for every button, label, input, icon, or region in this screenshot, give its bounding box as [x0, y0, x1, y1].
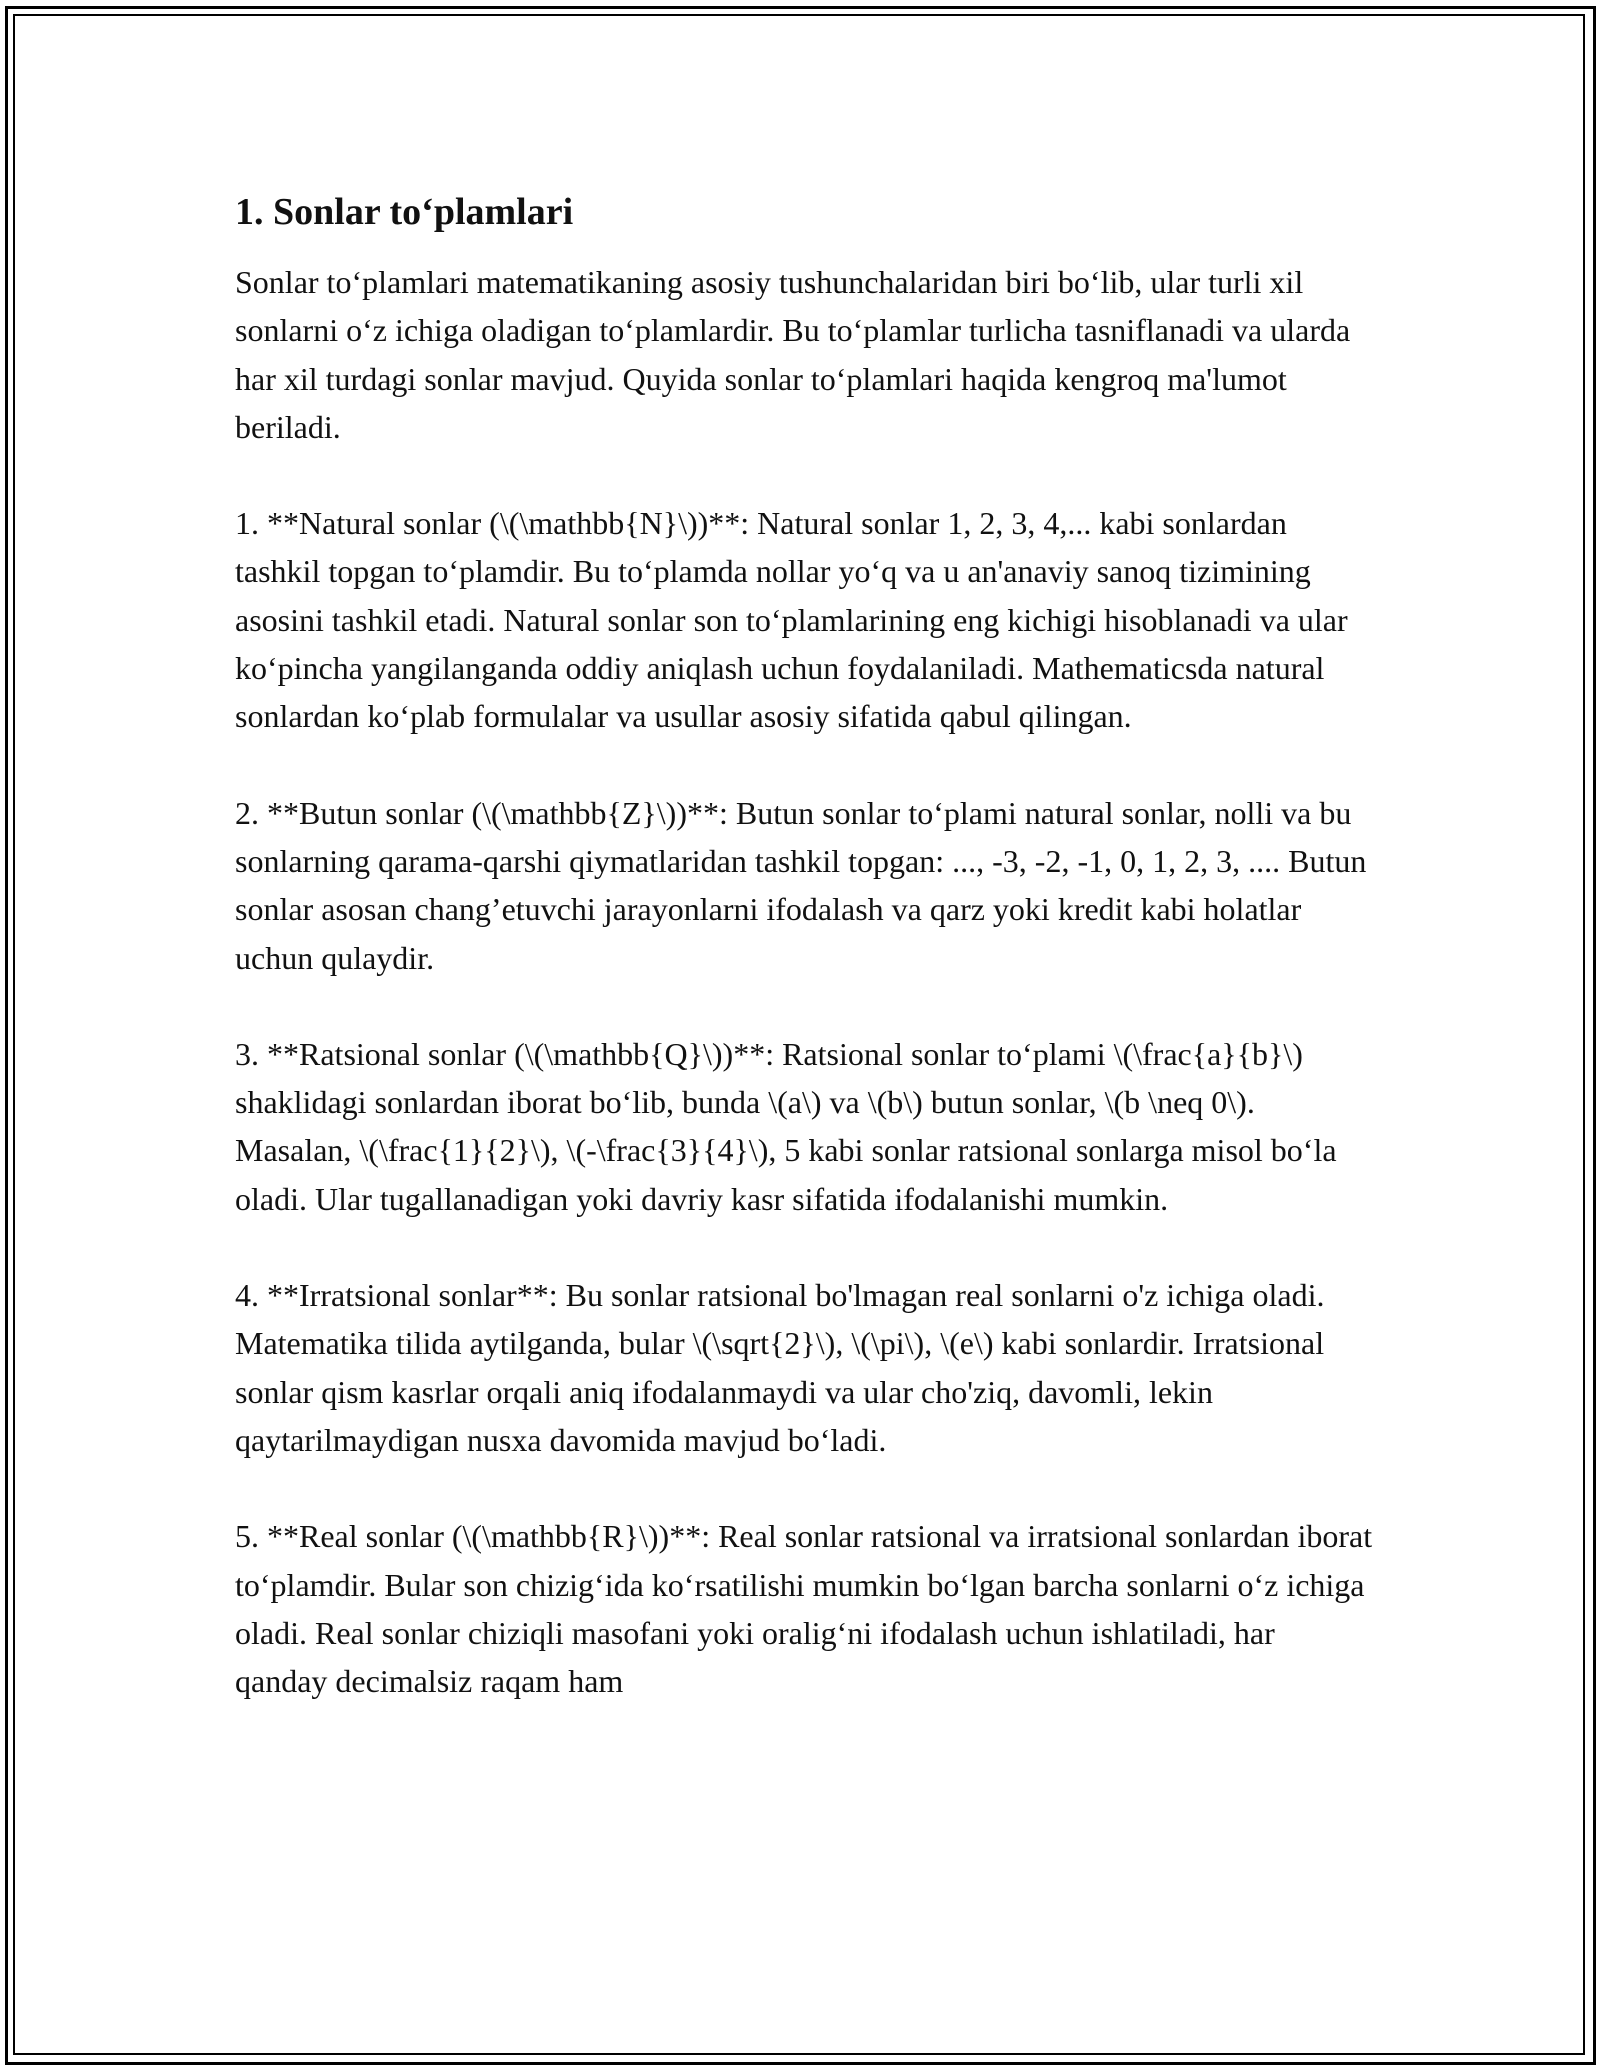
natural-numbers-paragraph: 1. **Natural sonlar (\(\mathbb{N}\))**: Natural sonlar 1, 2, 3, 4,... kabi sonlardan tashkil topgan to‘plamdir. Bu to‘plamda nollar yo‘q va u an'anaviy sanoq tizimining asosini tashkil etadi. Natural sonlar son to‘plamlarining eng kichigi hisoblanadi va ular ko‘pincha yangilanganda oddiy aniqlash uchun foydalaniladi. Mathematicsda natural sonlardan ko‘plab formulalar va usullar asosiy sifatida qabul qilingan. — [235, 505, 1348, 735]
document-body — [235, 188, 1375, 1705]
rational-numbers-paragraph: 3. **Ratsional sonlar (\(\mathbb{Q}\))**: Ratsional sonlar to‘plami \(\frac{a}{b}\) shaklidagi sonlardan iborat bo‘lib, bunda \(a\) va \(b\) butun sonlar, \(b \neq 0\). Masalan, \(\frac{1}{2}\), \(-\frac{3}{4}\), 5 kabi sonlar ratsional sonlarga misol bo‘la oladi. Ular tugallanadigan yoki davriy kasr sifatida ifodalanishi mumkin. — [235, 1035, 1337, 1217]
irrational-numbers-paragraph: 4. **Irratsional sonlar**: Bu sonlar ratsional bo'lmagan real sonlarni o'z ichiga oladi. Matematika tilida aytilganda, bular \(\sqrt{2}\), \(\pi\), \(e\) kabi sonlardir. Irratsional sonlar qism kasrlar orqali aniq ifodalanmaydi va ular cho'ziq, davomli, lekin qaytarilmaydigan nusxa davomida mavjud bo‘ladi. — [235, 1277, 1325, 1458]
section-title: 1. Sonlar to‘plamlari — [235, 191, 574, 233]
integers-paragraph: 2. **Butun sonlar (\(\mathbb{Z}\))**: Butun sonlar to‘plami natural sonlar, nolli va bu sonlarning qarama-qarshi qiymatlaridan tashkil topgan: ..., -3, -2, -1, 0, 1, 2, 3, .... Butun sonlar asosan chang’etuvchi jarayonlarni ifodalash va qarz yoki kredit kabi holatlar uchun qulaydir. — [235, 794, 1367, 976]
real-numbers-paragraph: 5. **Real sonlar (\(\mathbb{R}\))**: Real sonlar ratsional va irratsional sonlardan iborat to‘plamdir. Bular son chizig‘ida ko‘rsatilishi mumkin bo‘lgan barcha sonlarni o‘z ichiga oladi. Real sonlar chiziqli masofani yoki oralig‘ni ifodalash uchun ishlatiladi, har qanday decimalsiz raqam ham — [235, 1518, 1373, 1700]
intro-paragraph: Sonlar to‘plamlari matematikaning asosiy tushunchalaridan biri bo‘lib, ular turli xil sonlarni o‘z ichiga oladigan to‘plamlardir. Bu to‘plamlar turlicha tasniflanadi va ularda har xil turdagi sonlar mavjud. Quyida sonlar to‘plamlari haqida kengroq ma'lumot beriladi. — [235, 264, 1351, 445]
